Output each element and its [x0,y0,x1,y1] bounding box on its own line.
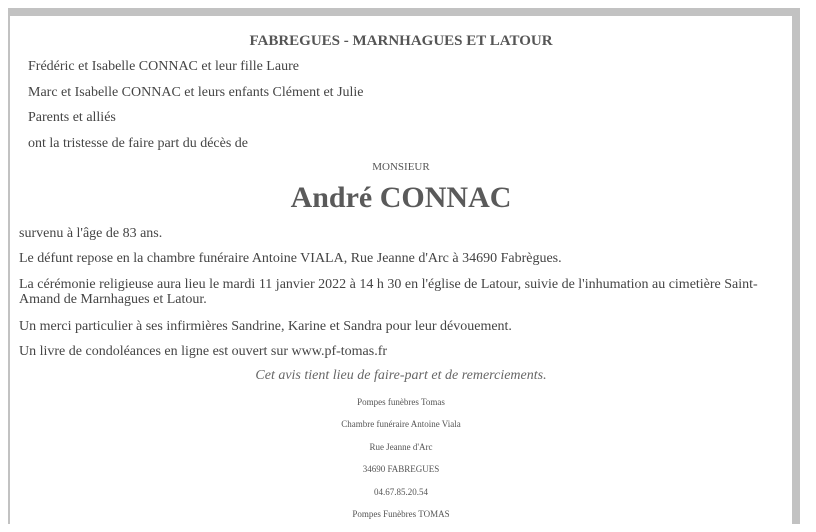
obituary-notice [8,8,800,524]
footer-street: Rue Jeanne d'Arc [369,442,433,452]
footer-phone: 04.67.85.20.54 [374,487,428,497]
footer-signature: Pompes Funèbres TOMAS [352,509,450,519]
family-line-2: Marc et Isabelle CONNAC et leurs enfants Clément et Julie [28,85,364,100]
family-line-1: Frédéric et Isabelle CONNAC et leur fille Laure [28,59,299,74]
honorific: MONSIEUR [372,161,430,173]
closing-line: Cet avis tient lieu de faire-part et de remerciements. [255,368,547,383]
ceremony-line: La cérémonie religieuse aura lieu le mardi 11 janvier 2022 à 14 h 30 en l'église de Latour, suivie de l'inhumation au cimetière Saint-Amand de Marnhagues et Latour. [19,277,758,307]
thanks-line: Un merci particulier à ses infirmières Sandrine, Karine et Sandra pour leur dévouement. [19,319,512,334]
age-line: survenu à l'âge de 83 ans. [19,226,163,241]
family-line-3: Parents et alliés [28,110,116,125]
footer-funeral-home: Chambre funéraire Antoine Viala [341,419,461,429]
footer-company: Pompes funèbres Tomas [357,397,445,407]
family-line-4: ont la tristesse de faire part du décès de [28,136,249,151]
notice-heading: FABREGUES - MARNHAGUES ET LATOUR [249,33,553,49]
rest-location-line: Le défunt repose en la chambre funéraire Antoine VIALA, Rue Jeanne d'Arc à 34690 Fabrègues. [19,251,562,266]
condolences-line: Un livre de condoléances en ligne est ouvert sur www.pf-tomas.fr [19,344,388,359]
deceased-name: André CONNAC [290,181,512,214]
footer-city: 34690 FABREGUES [362,464,440,474]
